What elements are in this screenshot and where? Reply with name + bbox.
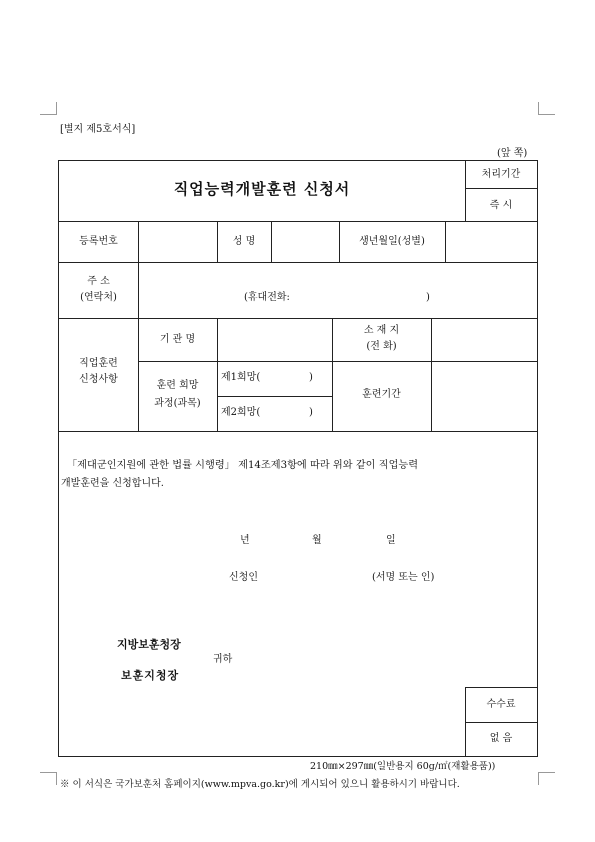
- signature-label: (서명 또는 인): [372, 572, 435, 583]
- paper-spec: 210㎜×297㎜(일반용지 60g/㎡(재활용품)): [310, 761, 496, 772]
- course-label-2: 과정(과목): [154, 398, 201, 409]
- fee-label: 수수료: [486, 699, 516, 710]
- registration-number-label: 등록번호: [79, 236, 118, 247]
- processing-period-label: 처리기간: [481, 169, 521, 180]
- address-label: 주 소: [87, 276, 110, 287]
- form-number: [별지 제5호서식]: [60, 124, 136, 135]
- page-side: (앞 쪽): [497, 148, 528, 159]
- name-label: 성 명: [232, 236, 256, 247]
- birthdate-label: 생년월일(성별): [359, 236, 425, 247]
- training-section-label-2: 신청사항: [79, 374, 118, 385]
- second-choice-label: 제2희망(: [221, 407, 261, 418]
- institution-label: 기 관 명: [159, 334, 196, 345]
- crop-mark-bottom-left: [40, 772, 57, 785]
- location-phone-label: (전 화): [366, 341, 397, 352]
- crop-mark-top-left: [40, 102, 57, 115]
- first-choice-label: 제1희망(: [221, 372, 261, 383]
- footnote: ※ 이 서식은 국가보훈처 홈페이지(www.mpva.go.kr)에 게시되어 있으니 활용하시기 바랍니다.: [60, 779, 460, 790]
- mobile-phone-close: ): [426, 292, 430, 303]
- contact-label: (연락처): [80, 292, 117, 303]
- statement-line-1: 「제대군인지원에 관한 법률 시행령」 제14조제3항에 따라 위와 같이 직업능력: [67, 460, 419, 471]
- date-day: 일: [386, 535, 396, 546]
- applicant-label: 신청인: [229, 572, 258, 583]
- crop-mark-bottom-right: [538, 772, 555, 785]
- course-label: 훈련 희망: [156, 380, 199, 391]
- training-section-label: 직업훈련: [79, 358, 118, 369]
- statement-line-2: 개발훈련을 신청합니다.: [61, 478, 164, 489]
- first-choice-close: ): [309, 372, 313, 383]
- date-year: 년: [240, 535, 250, 546]
- date-month: 월: [312, 535, 322, 546]
- application-form: [58, 160, 538, 757]
- fee-value: 없 음: [489, 733, 513, 744]
- mobile-phone-label: (휴대전화:: [244, 292, 290, 303]
- processing-period-value: 즉 시: [489, 200, 513, 211]
- recipient-honorific: 귀하: [213, 654, 233, 665]
- second-choice-close: ): [309, 407, 313, 418]
- form-title: 직업능력개발훈련 신청서: [173, 180, 351, 198]
- recipient-branch-office: 보훈지청장: [121, 669, 180, 682]
- crop-mark-top-right: [538, 102, 555, 115]
- recipient-regional-office: 지방보훈청장: [117, 638, 181, 651]
- location-label: 소 재 지: [363, 325, 400, 336]
- training-period-label: 훈련기간: [362, 389, 401, 400]
